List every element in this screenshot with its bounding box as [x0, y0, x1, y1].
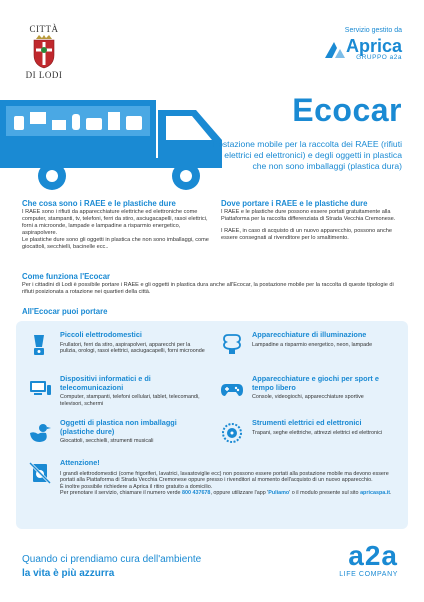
- category-it-telecom: [28, 375, 208, 407]
- category-title: Apparecchiature di illuminazione: [252, 330, 367, 339]
- section-what-raee-title: Che cosa sono i RAEE e le plastiche dure: [22, 199, 176, 208]
- section-what-raee-text-1: I RAEE sono i rifiuti da apparecchiature elettriche ed elettroniche come computer, stampanti, tv, telefoni, ferri da stiro, asciugacapelli, rasoi elettrici, forni a microonde, lampade e lampadine a risparmio energetico, aspirapolvere.: [22, 209, 208, 236]
- attention-text-2: È inoltre possibile richiedere a Aprica il ritiro gratuito a domicilio.: [60, 483, 213, 490]
- a2a-logo: [339, 542, 398, 578]
- a2a-logo-subtitle: LIFE COMPANY: [339, 571, 398, 578]
- section-what-raee-text-2: Le plastiche dure sono gli oggetti in plastica che non sono imballaggi, come giocattoli, secchielli, bacinelle ecc..: [22, 237, 209, 250]
- section-where-title: Dove portare i RAEE e le plastiche dure: [221, 199, 368, 208]
- attention-text-3: Per prenotare il servizio, chiamare il numero verde: [60, 490, 182, 497]
- section-how: [22, 273, 406, 296]
- page-title: Ecocar: [292, 92, 402, 128]
- lightbulb-icon: [220, 333, 244, 357]
- category-text: Giocattoli, secchielli, strumenti musicali: [60, 438, 154, 444]
- category-tools: [220, 419, 396, 445]
- blender-icon: [28, 333, 52, 357]
- aprica-brand-name: Aprica: [345, 36, 402, 56]
- website-link[interactable]: apricaspa.it: [360, 490, 391, 497]
- section-how-text: Per i cittadini di Lodi è possibile portare i RAEE e gli oggetti in plastica dura anche all'Ecocar, la postazione mobile per la raccolta di queste tipologie di rifiuti posizionata a rotazione nei quartieri della città.: [22, 282, 394, 295]
- attention-text: [60, 471, 396, 497]
- category-text: Computer, stampanti, telefoni cellulari, tablet, telecomandi, televisori, schermi: [60, 394, 200, 407]
- toy-duck-icon: [28, 421, 52, 445]
- category-title: Piccoli elettrodomestici: [60, 330, 142, 339]
- categories-panel: [16, 321, 408, 529]
- app-name: Puliamo: [268, 490, 290, 497]
- section-how-title: Come funziona l'Ecocar: [22, 272, 111, 281]
- a2a-logo-text: a2a: [348, 540, 398, 571]
- category-title: Oggetti di plastica non imballaggi (plastiche dure): [60, 418, 177, 436]
- attention-text-5: ' o il modulo presente sul sito: [289, 490, 361, 497]
- page-subtitle: Postazione mobile per la raccolta dei RAEE (rifiuti elettrici ed elettronici) e degli oggetti in plastica che non sono imballaggi (plastica dura): [212, 139, 402, 171]
- coat-of-arms-icon: [31, 35, 57, 69]
- category-hard-plastics: [28, 419, 208, 445]
- aprica-logo: [324, 38, 402, 61]
- attention-note: [28, 459, 396, 497]
- section-what-raee: [22, 200, 214, 256]
- category-text: Frullatori, ferri da stiro, aspirapolveri, apparecchi per la pulizia, orologi, rasoi elettrici, asciugacapelli, forni microonde: [60, 341, 205, 355]
- gamepad-icon: [220, 377, 244, 401]
- category-sport-leisure: [220, 375, 396, 401]
- attention-text-4: , oppure utilizzare l'app ': [210, 490, 269, 497]
- crest-city-label: CITTÀ: [29, 24, 59, 34]
- crest-lodi-label: DI LODI: [25, 70, 63, 80]
- category-text: Trapani, seghe elettriche, attrezzi elettrici ed elettronici: [252, 429, 383, 436]
- no-large-appliance-icon: [28, 461, 52, 485]
- ecocar-truck-illustration: [0, 88, 230, 196]
- section-where-text-1: I RAEE e le plastiche dure possono essere portati gratuitamente alla Piattaforma per la raccolta differenziata di Strada Vecchia Cremonese.: [221, 209, 396, 222]
- attention-text-6: .: [390, 490, 392, 497]
- aprica-group-label: GRUPPO a2a: [356, 54, 402, 61]
- attention-text-1: I grandi elettrodomestici (come frigoriferi, lavatrici, lavastoviglie ecc) non possono essere portati alla postazione mobile ma devono essere portati alla Piattaforma di Strada Vecchia Cremonese oppure presso i rivenditori al momento dell'acquisto di un nuovo apparecchio.: [60, 470, 389, 484]
- section-where: [221, 200, 405, 247]
- category-lighting: [220, 331, 396, 357]
- aprica-mark-icon: [324, 40, 346, 60]
- tagline-line-1: Quando ci prendiamo cura dell'ambiente: [22, 554, 202, 565]
- attention-title: Attenzione!: [60, 458, 100, 467]
- category-small-appliances: [28, 331, 208, 357]
- category-title: Strumenti elettrici ed elettronici: [252, 418, 362, 427]
- category-text: Lampadine a risparmio energetico, neon, lampade: [252, 341, 373, 348]
- section-where-text-2: I RAEE, in caso di acquisto di un nuovo apparecchio, possono anche essere consegnati al rivenditore per lo smaltimento.: [221, 228, 393, 241]
- category-text: Console, videogiochi, apparecchiature sportive: [252, 394, 364, 400]
- service-label: Servizio gestito da: [344, 27, 402, 34]
- category-title: Dispositivi informatici e di telecomunicazioni: [60, 374, 151, 392]
- lodi-crest: [18, 24, 70, 80]
- phone-number: 800 437678: [181, 490, 211, 497]
- category-title: Apparecchiature e giochi per sport e tempo libero: [252, 374, 379, 392]
- saw-icon: [220, 421, 244, 445]
- computer-icon: [28, 377, 52, 401]
- bring-title: All'Ecocar puoi portare: [22, 307, 108, 316]
- tagline-line-2: la vita è più azzurra: [22, 568, 115, 579]
